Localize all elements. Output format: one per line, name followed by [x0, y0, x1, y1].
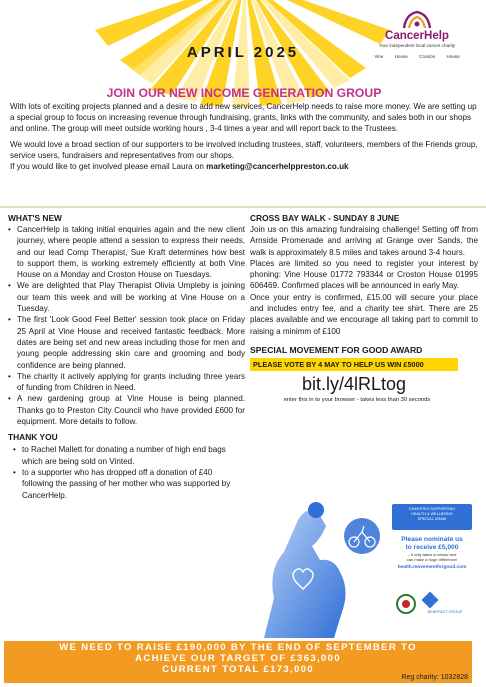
walk-para-2: Places are limited so you need to register your interest by phoning: Vine House 01772 793344 or Croston House 01995 606469. Confirmed places will be announced in early May.: [250, 258, 478, 291]
right-column: [250, 213, 478, 403]
nominate-line-4: can make a huge difference!: [406, 557, 458, 563]
walk-title: CROSS BAY WALK - SUNDAY 8 JUNE: [250, 213, 400, 223]
list-item: • to Rachel Mallett for donating a number of high end bags which are being sold on Vinted.: [8, 444, 245, 467]
footer-line-1: WE NEED TO RAISE £190,000 BY THE END OF SEPTEMBER TO: [59, 642, 417, 653]
nominate-line-1: Please nominate us: [401, 536, 463, 543]
intro-section: [10, 86, 478, 176]
movement-for-good-poster: [254, 500, 478, 638]
badge-line-1: CHARITIES SUPPORTING: [408, 507, 456, 511]
left-column: [8, 213, 245, 501]
award-title: SPECIAL MOVEMENT FOR GOOD AWARD: [250, 344, 423, 355]
walk-para-3: Once your entry is confirmed, £15.00 will secure your place and includes entry fee, and a charity tee shirt. There are 25 places available and we encourage all taking part to commit to raising a minimm of £100: [250, 292, 478, 336]
logo-sites: Vine House Croston House: [374, 54, 460, 59]
list-item: • A new gardening group at Vine House is being planned. Thanks go to Preston City Council who have provided £600 for equipment. More details to follow.: [8, 393, 245, 427]
whats-new-list: [8, 224, 245, 427]
page-title: APRIL 2025: [186, 44, 300, 61]
badge-line-3: SPECIAL DRAW: [417, 517, 447, 522]
footer-line-3: CURRENT TOTAL £173,000: [162, 664, 314, 675]
whats-new-title: WHAT'S NEW: [8, 213, 62, 223]
intro-para-3: [10, 161, 478, 172]
sponsor-logos: [394, 590, 474, 620]
walk-para-1: Join us on this amazing fundraising challenge! Setting off from Arnside Promenade and arriving at Grange over Sands, the walk is approximately 8.5 miles and takes around 3-4 hours.: [250, 225, 478, 257]
cancerhelp-logo-icon: [400, 8, 434, 30]
nominate-line-2: to receive £5,000: [405, 544, 459, 551]
vote-banner: PLEASE VOTE BY 4 MAY TO HELP US WIN £5000: [250, 358, 458, 371]
intro-para-2: [10, 139, 478, 161]
intro-para-3-text: If you would like to get involved please email Laura on: [10, 162, 207, 172]
logo-tagline: Your independent local cancer charity: [378, 43, 456, 48]
fundraising-footer: [4, 641, 472, 683]
runner-figure-icon: [264, 510, 346, 638]
poster-url: health.movementforgood.com: [397, 565, 467, 571]
logo-name: CancerHelp: [385, 30, 449, 42]
benefact-logo-icon: [422, 592, 439, 609]
list-item: • We are delighted that Play Therapist Olivia Umpleby is joining our team this week and will be working at Vine House on a Tuesday.: [8, 280, 245, 314]
poster-badge: [392, 507, 472, 523]
cyclist-icon: [344, 518, 380, 554]
section-divider: [0, 206, 486, 208]
sponsor-name: BENEFACT GROUP: [427, 610, 463, 614]
list-item: • CancerHelp is taking initial enquiries again and the new client journey, where people attend a session to express their needs, and our lead Comp Therapist, Sue Kraft determines how best to support them, is working extremely efficiently at both Vine House on a Monday and Croston House on Tuesdays.: [8, 224, 245, 280]
thank-you-list: [8, 444, 245, 500]
intro-para-2-text: We would love a broad section of our supporters to be involved including trustees, staff, volunteers, members of the Friends group, service users, fundraisers and representatives from our shops.: [10, 139, 478, 160]
charity-logo: [362, 8, 472, 59]
intro-para-1: With lots of exciting projects planned and a desire to add new services, CancerHelp needs to raise more money. We are setting up a special group to focus on increasing revenue through fundraising, grants, links with the community, and sales both in our shops and online. The group will meet outside working hours , 3-4 times a year and will report back to the Trustees.: [10, 102, 477, 134]
badge-line-2: HEALTH & WELLBEING: [411, 512, 453, 517]
thank-you-title: THANK YOU: [8, 432, 58, 443]
list-item: • The charity it actively applying for grants including three years of funding from Children in Need.: [8, 371, 245, 394]
nominate-line-3: – it only takes a minute and: [407, 552, 457, 557]
registered-charity-number: Reg charity: 1032828: [401, 674, 468, 681]
contact-email[interactable]: marketing@cancerhelppreston.co.uk: [206, 162, 349, 172]
list-item: • The first 'Look Good Feel Better' session took place on Friday 25 April at Vine House and received fantastic feedback. More dates are being set and new areas including those for men and young people addressing skin care and grooming and body confidence are being planned.: [8, 314, 245, 370]
list-item: • to a supporter who has dropped off a donation of £40 following the passing of her mother who was supported by CancerHelp.: [8, 467, 245, 501]
poster-nominate: [388, 536, 476, 570]
award-link[interactable]: bit.ly/4lRLtog: [301, 373, 407, 394]
intro-heading: JOIN OUR NEW INCOME GENERATION GROUP: [106, 86, 382, 100]
award-instruction: enter this in to your browser - takes less than 30 seconds: [283, 396, 431, 403]
footer-line-2: ACHIEVE OUR TARGET OF £363,000: [135, 653, 341, 664]
